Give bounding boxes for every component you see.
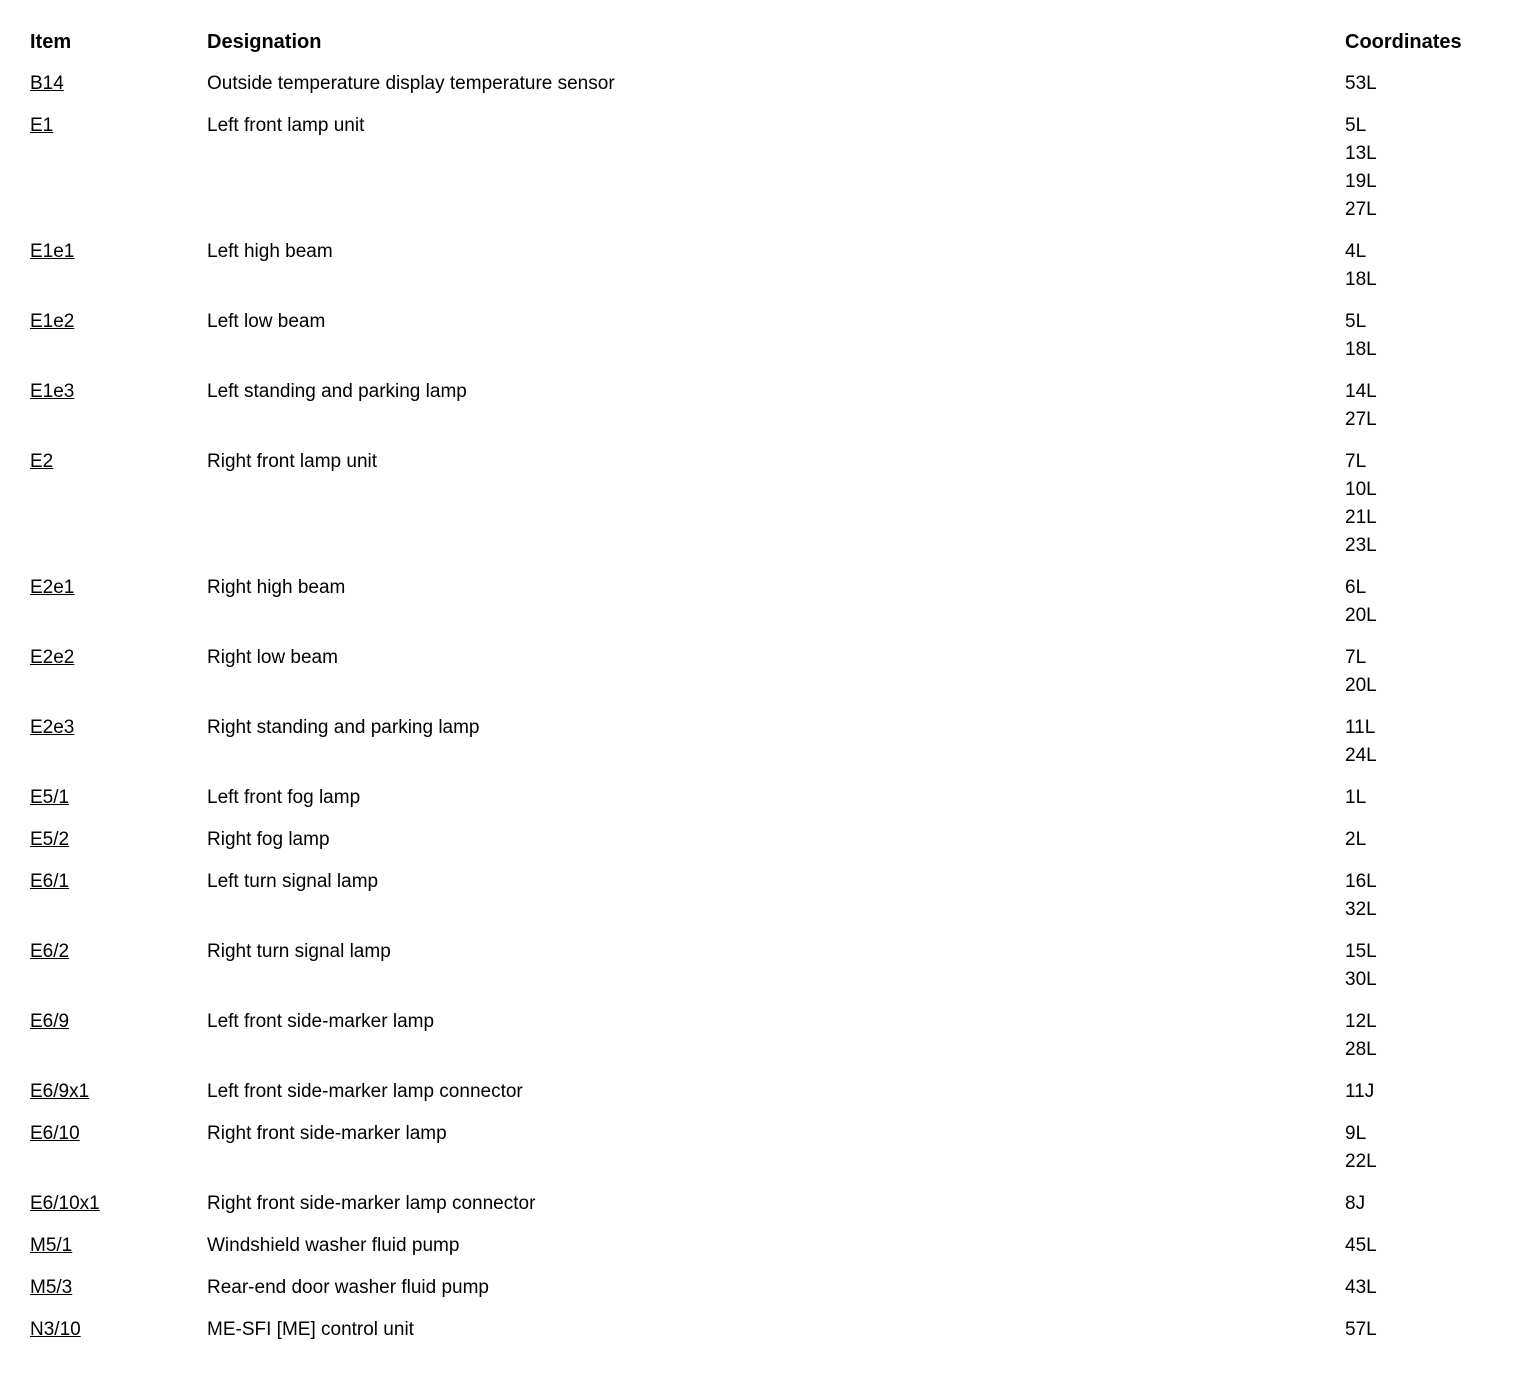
item-code-link[interactable]: M5/1 — [30, 1235, 73, 1256]
designation-text: Left low beam — [207, 311, 326, 332]
coordinate-value: 27L — [1345, 409, 1377, 430]
column-header-item: Item — [30, 31, 72, 53]
item-code-link[interactable]: M5/3 — [30, 1277, 73, 1298]
item-code-link[interactable]: E6/9 — [30, 1011, 70, 1032]
item-code-link[interactable]: E6/2 — [30, 941, 70, 962]
coordinates-list — [1345, 238, 1490, 294]
coordinate-value: 20L — [1345, 675, 1377, 696]
coordinate-value: 5L — [1345, 115, 1367, 136]
table-row — [30, 1274, 1490, 1302]
table-row — [30, 574, 1490, 630]
column-header-designation: Designation — [207, 31, 322, 53]
designation-text: Left turn signal lamp — [207, 871, 379, 892]
coordinates-list — [1345, 448, 1490, 560]
coordinate-value: 43L — [1345, 1277, 1377, 1298]
coordinate-value: 1L — [1345, 787, 1367, 808]
coordinate-value: 30L — [1345, 969, 1377, 990]
designation-text: Left front side-marker lamp — [207, 1011, 435, 1032]
table-header-row — [30, 28, 1490, 56]
coordinates-list — [1345, 112, 1490, 224]
coordinate-value: 8J — [1345, 1193, 1366, 1214]
coordinates-list — [1345, 1274, 1490, 1302]
coordinate-value: 18L — [1345, 269, 1377, 290]
coordinates-list — [1345, 1008, 1490, 1064]
coordinate-value: 32L — [1345, 899, 1377, 920]
item-code-link[interactable]: E5/2 — [30, 829, 70, 850]
table-row — [30, 938, 1490, 994]
coordinate-value: 7L — [1345, 647, 1367, 668]
coordinate-value: 4L — [1345, 241, 1367, 262]
item-code-link[interactable]: E6/10 — [30, 1123, 80, 1144]
table-row — [30, 238, 1490, 294]
table-row — [30, 826, 1490, 854]
column-header-coordinates: Coordinates — [1345, 31, 1462, 53]
designation-text: Right high beam — [207, 577, 346, 598]
item-code-link[interactable]: N3/10 — [30, 1319, 81, 1340]
coordinate-value: 2L — [1345, 829, 1367, 850]
coordinate-value: 23L — [1345, 535, 1377, 556]
designation-text: Outside temperature display temperature sensor — [207, 73, 615, 94]
designation-text: Right standing and parking lamp — [207, 717, 480, 738]
item-code-link[interactable]: E5/1 — [30, 787, 70, 808]
coordinate-value: 11L — [1345, 717, 1376, 738]
item-code-link[interactable]: E1e1 — [30, 241, 75, 262]
coordinate-value: 18L — [1345, 339, 1377, 360]
item-code-link[interactable]: E2 — [30, 451, 54, 472]
coordinates-list — [1345, 1232, 1490, 1260]
coordinates-list — [1345, 784, 1490, 812]
coordinates-list — [1345, 574, 1490, 630]
designation-text: Windshield washer fluid pump — [207, 1235, 460, 1256]
table-row — [30, 1078, 1490, 1106]
item-code-link[interactable]: E1e2 — [30, 311, 75, 332]
coordinate-value: 7L — [1345, 451, 1367, 472]
coordinate-value: 11J — [1345, 1081, 1375, 1102]
coordinate-value: 22L — [1345, 1151, 1377, 1172]
coordinate-value: 45L — [1345, 1235, 1377, 1256]
table-row — [30, 868, 1490, 924]
item-code-link[interactable]: E2e2 — [30, 647, 75, 668]
designation-text: Left front lamp unit — [207, 115, 365, 136]
coordinate-value: 19L — [1345, 171, 1377, 192]
coordinate-value: 12L — [1345, 1011, 1377, 1032]
designation-text: Left standing and parking lamp — [207, 381, 467, 402]
coordinates-list — [1345, 1078, 1490, 1106]
coordinate-value: 27L — [1345, 199, 1377, 220]
coordinate-value: 15L — [1345, 941, 1377, 962]
designation-text: Left front fog lamp — [207, 787, 361, 808]
designation-text: Left high beam — [207, 241, 333, 262]
coordinate-value: 5L — [1345, 311, 1367, 332]
coordinate-value: 24L — [1345, 745, 1377, 766]
table-row — [30, 1190, 1490, 1218]
designation-text: Right front side-marker lamp connector — [207, 1193, 536, 1214]
coordinate-value: 9L — [1345, 1123, 1367, 1144]
designation-text: Right front lamp unit — [207, 451, 378, 472]
coordinates-list — [1345, 1120, 1490, 1176]
table-row — [30, 1008, 1490, 1064]
coordinates-list — [1345, 938, 1490, 994]
table-row — [30, 448, 1490, 560]
item-code-link[interactable]: E2e3 — [30, 717, 75, 738]
coordinate-value: 53L — [1345, 73, 1377, 94]
coordinates-list — [1345, 308, 1490, 364]
table-row — [30, 378, 1490, 434]
designation-text: Right front side-marker lamp — [207, 1123, 447, 1144]
table-row — [30, 1316, 1490, 1344]
coordinate-value: 10L — [1345, 479, 1377, 500]
table-row — [30, 644, 1490, 700]
table-row — [30, 1120, 1490, 1176]
table-body — [30, 70, 1490, 1344]
item-code-link[interactable]: B14 — [30, 73, 64, 94]
coordinates-list — [1345, 868, 1490, 924]
coordinates-list — [1345, 644, 1490, 700]
coordinates-list — [1345, 378, 1490, 434]
table-row — [30, 308, 1490, 364]
coordinate-value: 28L — [1345, 1039, 1377, 1060]
coordinate-value: 20L — [1345, 605, 1377, 626]
coordinates-list — [1345, 70, 1490, 98]
item-code-link[interactable]: E6/10x1 — [30, 1193, 100, 1214]
item-code-link[interactable]: E6/9x1 — [30, 1081, 90, 1102]
table-row — [30, 112, 1490, 224]
coordinate-value: 13L — [1345, 143, 1377, 164]
item-code-link[interactable]: E6/1 — [30, 871, 70, 892]
item-code-link[interactable]: E1 — [30, 115, 54, 136]
designation-text: Right turn signal lamp — [207, 941, 391, 962]
table-row — [30, 784, 1490, 812]
coordinate-value: 14L — [1345, 381, 1377, 402]
item-code-link[interactable]: E2e1 — [30, 577, 75, 598]
designation-text: Right low beam — [207, 647, 338, 668]
table-row — [30, 714, 1490, 770]
item-code-link[interactable]: E1e3 — [30, 381, 75, 402]
table-row — [30, 1232, 1490, 1260]
coordinates-list — [1345, 826, 1490, 854]
coordinate-value: 6L — [1345, 577, 1367, 598]
designation-text: Left front side-marker lamp connector — [207, 1081, 523, 1102]
coordinates-list — [1345, 1316, 1490, 1344]
designation-text: Rear-end door washer fluid pump — [207, 1277, 489, 1298]
designation-text: ME-SFI [ME] control unit — [207, 1319, 414, 1340]
table-row — [30, 70, 1490, 98]
coordinates-list — [1345, 1190, 1490, 1218]
coordinates-list — [1345, 714, 1490, 770]
coordinate-value: 57L — [1345, 1319, 1377, 1340]
designation-text: Right fog lamp — [207, 829, 330, 850]
coordinate-value: 16L — [1345, 871, 1377, 892]
coordinate-value: 21L — [1345, 507, 1377, 528]
